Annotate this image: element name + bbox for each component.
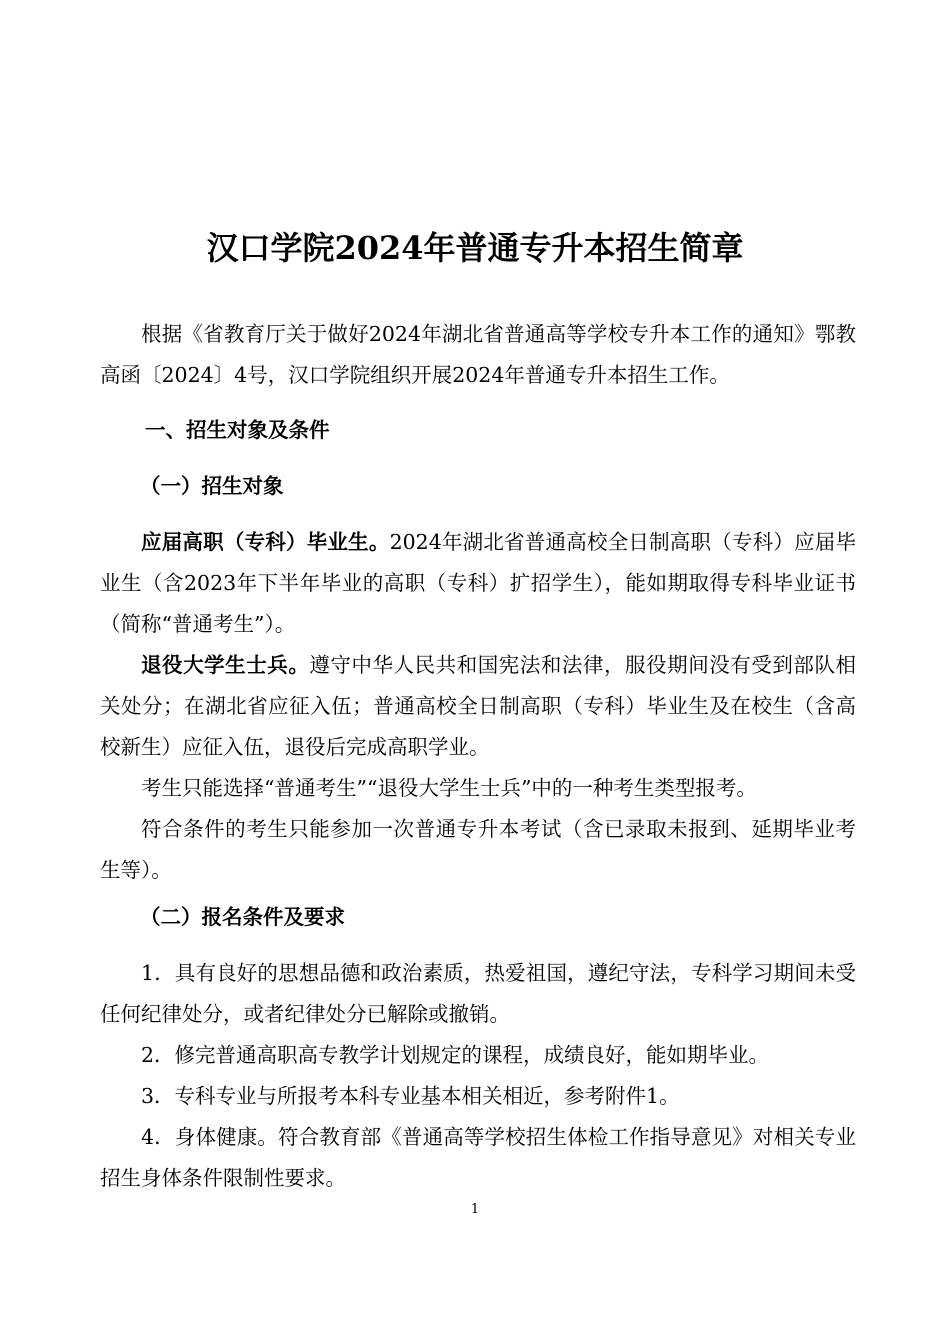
section-heading: 一、招生对象及条件	[145, 418, 330, 442]
paragraph-exam-type: 考生只能选择“普通考生”“退役大学生士兵”中的一种考生类型报考。	[141, 776, 757, 800]
subsection-heading: （二）报名条件及要求	[140, 905, 345, 929]
list-item: 3．专科专业与所报考本科专业基本相关相近，参考附件1。	[141, 1084, 680, 1108]
paragraph-lead: 退役大学生士兵。	[141, 653, 310, 677]
list-item: 4．身体健康。符合教育部《普通高等学校招生体检工作指导意见》对相关专业招生身体条件限制性要求。	[100, 1125, 856, 1190]
paragraph-text: 2024年湖北省普通高校全日制高职（专科）应届毕业生（含2023年下半年毕业的高职（专科）扩招学生），能如期取得专科毕业证书（简称“普通考生”）。	[100, 530, 856, 636]
paragraph-text: 遵守中华人民共和国宪法和法律，服役期间没有受到部队相关处分；在湖北省应征入伍；普通高校全日制高职（专科）毕业生及在校生（含高校新生）应征入伍，退役后完成高职学业。	[100, 653, 857, 759]
subsection-heading: （一）招生对象	[140, 474, 284, 498]
intro-paragraph: 根据《省教育厅关于做好2024年湖北省普通高等学校专升本工作的通知》鄂教高函〔2024〕4号，汉口学院组织开展2024年普通专升本招生工作。	[100, 322, 856, 387]
paragraph-exam-limit: 符合条件的考生只能参加一次普通专升本考试（含已录取未报到、延期毕业考生等）。	[100, 817, 856, 882]
paragraph-regular-students	[100, 522, 856, 645]
document-title: 汉口学院2024年普通专升本招生简章	[206, 229, 744, 267]
paragraph-lead: 应届高职（专科）毕业生。	[141, 530, 390, 554]
paragraph-veteran-students	[100, 645, 856, 768]
list-item: 2．修完普通高职高专教学计划规定的课程，成绩良好，能如期毕业。	[141, 1043, 770, 1067]
list-item: 1．具有良好的思想品德和政治素质，热爱祖国，遵纪守法，专科学习期间未受任何纪律处分，或者纪律处分已解除或撤销。	[100, 961, 856, 1026]
page-number: 1	[470, 1202, 480, 1217]
